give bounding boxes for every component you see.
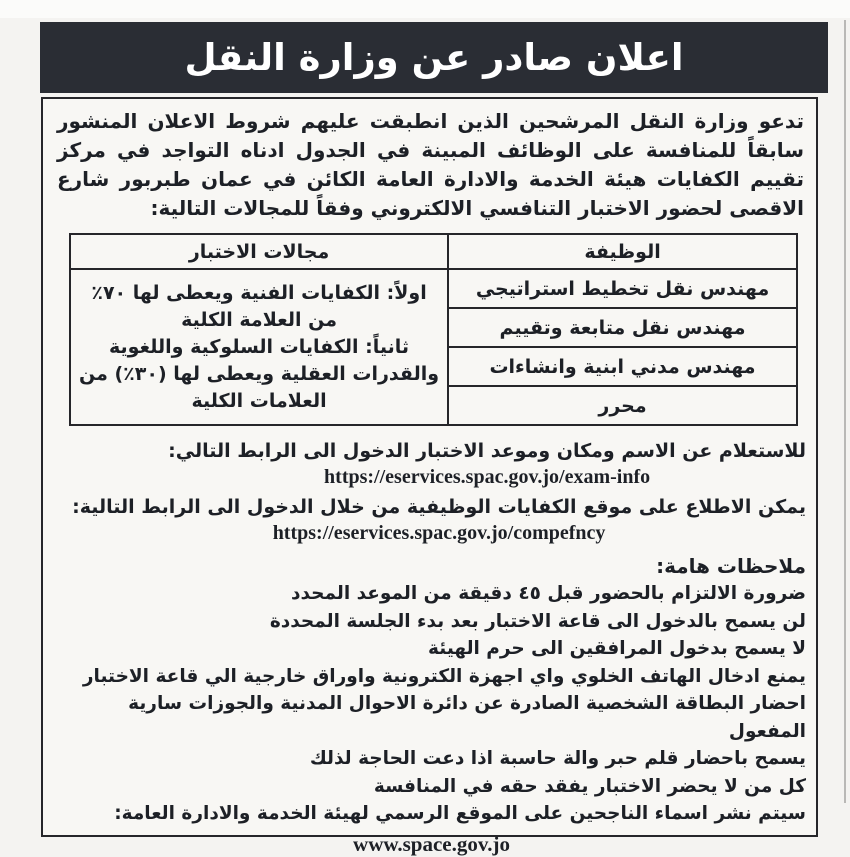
note-item: ضرورة الالتزام بالحضور قبل ٤٥ دقيقة من الموعد المحدد xyxy=(290,583,806,604)
competency-link-block xyxy=(72,494,806,546)
scan-right-edge-line xyxy=(844,20,846,803)
note-item: كل من لا يحضر الاختبار يفقد حقه في المنافسة xyxy=(373,775,806,797)
exam-areas-cell xyxy=(70,269,448,425)
announcement-title-banner xyxy=(40,22,828,93)
job-cell: مهندس مدني ابنية وانشاءات xyxy=(448,347,797,386)
table-row xyxy=(70,269,797,308)
intro-paragraph: تدعو وزارة النقل المرشحين الذين انطبقت عليهم شروط الاعلان المنشور سابقاً للمنافسة على الوظائف المبينة في الجدول ادناه التواجد في مركز تقييم الكفايات هيئة الخدمة والادارة العامة الكائن في عمان طبربور شارع الاقصى لحضور الاختبار التنافسي الالكتروني وفقاً للمجالات التالية: xyxy=(57,109,804,220)
note-item: يسمح باحضار قلم حبر والة حاسبة اذا دعت الحاجة لذلك xyxy=(309,748,806,769)
exam-areas-column-header: مجالات الاختبار xyxy=(70,234,448,269)
competency-label: يمكن الاطلاع على موقع الكفايات الوظيفية من خلال الدخول الى الرابط التالية: xyxy=(72,496,806,518)
job-column-header: الوظيفة xyxy=(448,234,797,269)
note-item: لا يسمح بدخول المرافقين الى حرم الهيئة xyxy=(428,638,806,659)
scan-top-strip xyxy=(0,0,850,18)
announcement-document xyxy=(41,97,818,856)
positions-table xyxy=(69,233,798,426)
note-item: احضار البطاقة الشخصية الصادرة عن دائرة الاحوال المدنية والجوزات سارية المفعول xyxy=(128,693,806,742)
job-cell: مهندس نقل متابعة وتقييم xyxy=(448,308,797,347)
job-cell: مهندس نقل تخطيط استراتيجي xyxy=(448,269,797,308)
announcement-title: اعلان صادر عن وزارة النقل xyxy=(184,36,684,79)
inquiry-label: للاستعلام عن الاسم ومكان وموعد الاختبار الدخول الى الرابط التالي: xyxy=(168,440,806,462)
website-url: www.space.gov.jo xyxy=(353,831,510,856)
job-cell: محرر xyxy=(448,386,797,425)
table-header-row xyxy=(70,234,797,269)
note-item: يمنع ادخال الهاتف الخلوي واي اجهزة الكترونية واوراق خارجية الي قاعة الاختبار xyxy=(82,665,806,687)
exam-areas-second: ثانياً: الكفايات السلوكية واللغوية والقدرات العقلية ويعطى لها (٣٠٪) من العلامات الكلية xyxy=(78,335,440,412)
inquiry-url: https://eservices.spac.gov.jo/exam-info xyxy=(324,466,651,488)
note-item: لن يسمح بالدخول الى قاعة الاختبار بعد بدء الجلسة المحددة xyxy=(269,610,806,632)
exam-areas-first: اولاً: الكفايات الفنية ويعطى لها ٧٠٪ من العلامة الكلية xyxy=(91,281,427,331)
inquiry-link-block xyxy=(168,438,806,490)
competency-url: https://eservices.spac.gov.jo/compefncy xyxy=(272,522,606,544)
note-item: سيتم نشر اسماء الناجحين على الموقع الرسمي لهيئة الخدمة والادارة العامة: xyxy=(114,803,806,824)
notes-title: ملاحظات هامة: xyxy=(656,554,806,578)
